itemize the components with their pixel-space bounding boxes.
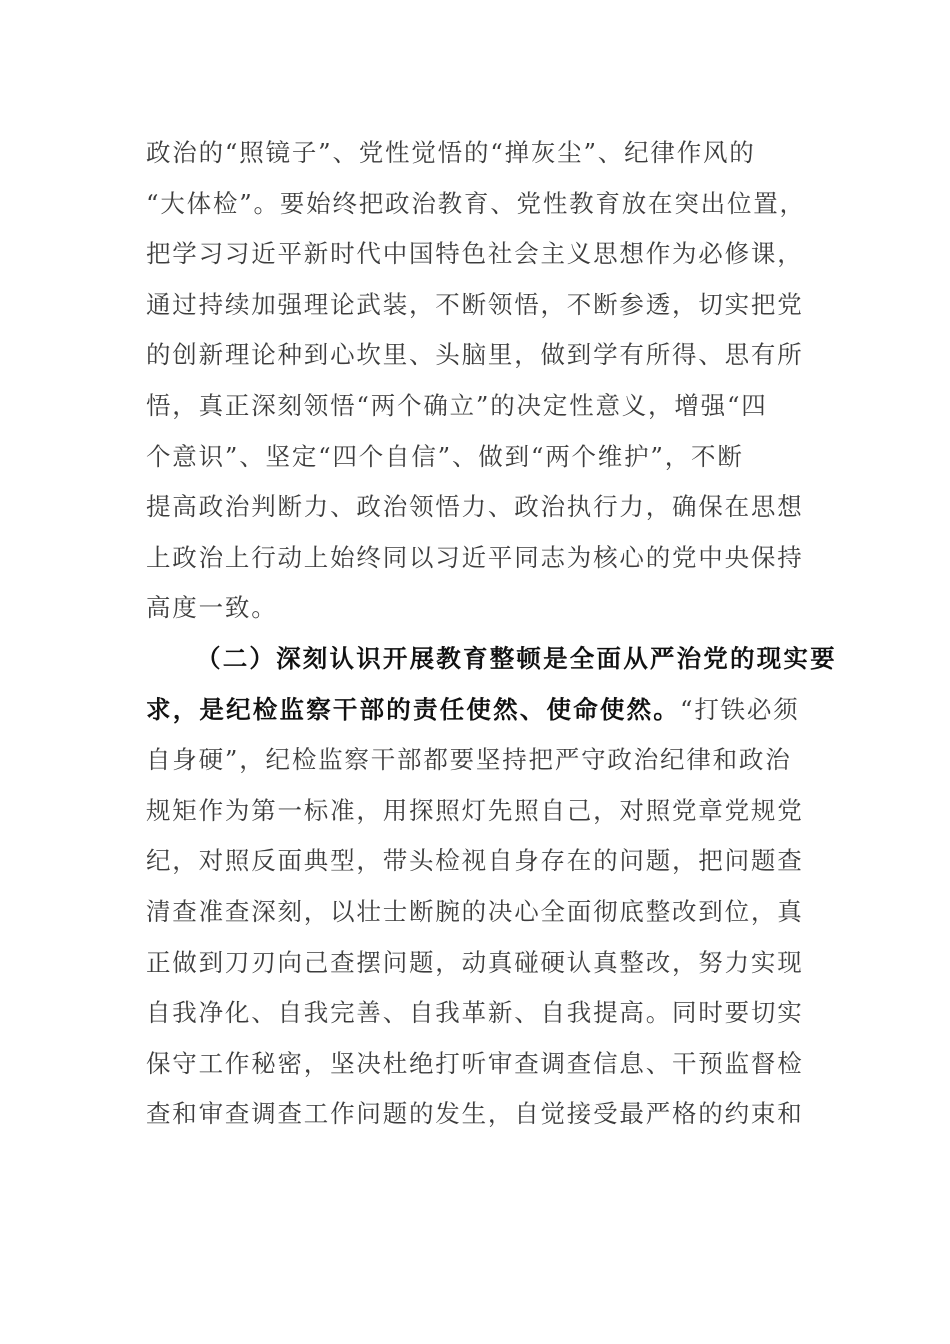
paragraph2-line-2: 规矩作为第一标准，用探照灯先照自己，对照党章党规党 — [146, 795, 804, 825]
paragraph1-line-9: 上政治上行动上始终同以习近平同志为核心的党中央保持 — [146, 542, 804, 572]
section-heading-bold-text: 求，是纪检监察干部的责任使然、使命使然。 — [146, 694, 680, 724]
paragraph2-line-7: 保守工作秘密，坚决杜绝打听审查调查信息、干预监督检 — [146, 1048, 804, 1078]
section-heading-line-2 — [146, 685, 808, 736]
paragraph2-line-6: 自我净化、自我完善、自我革新、自我提高。同时要切实 — [146, 998, 804, 1028]
paragraph2-line-3: 纪，对照反面典型，带头检视自身存在的问题，把问题查 — [146, 846, 804, 876]
paragraph2-line-5: 正做到刀刃向己查摆问题，动真碰硬认真整改，努力实现 — [146, 947, 804, 977]
paragraph1-line-2: “大体检”。要始终把政治教育、党性教育放在突出位置， — [146, 188, 806, 218]
paragraph1-line-7: 个意识”、坚定“四个自信”、做到“两个维护”，不断 — [146, 441, 744, 471]
document-body — [146, 128, 837, 1140]
paragraph1-line-6: 悟，真正深刻领悟“两个确立”的决定性意义，增强“四 — [146, 390, 768, 420]
paragraph2-line-8: 查和审查调查工作问题的发生，自觉接受最严格的约束和 — [146, 1099, 804, 1129]
paragraph1-line-1: 政治的“照镜子”、党性觉悟的“掸灰尘”、纪律作风的 — [146, 138, 756, 167]
paragraph2-line-4: 清查准查深刻，以壮士断腕的决心全面彻底整改到位，真 — [146, 896, 804, 926]
paragraph2-line-1: 自身硬”，纪检监察干部都要坚持把严守政治纪律和政治 — [146, 745, 792, 775]
paragraph1-line-5: 的创新理论种到心坎里、头脑里，做到学有所得、思有所 — [146, 340, 804, 370]
paragraph1-line-10: 高度一致。 — [146, 593, 278, 623]
paragraph1-line-3: 把学习习近平新时代中国特色社会主义思想作为必修课， — [146, 239, 804, 269]
section-heading-rest-text: “打铁必须 — [680, 694, 800, 724]
paragraph1-line-8: 提高政治判断力、政治领悟力、政治执行力，确保在思想 — [146, 492, 804, 522]
section-heading-line-1: （二）深刻认识开展教育整顿是全面从严治党的现实要 — [196, 643, 837, 673]
paragraph1-line-4: 通过持续加强理论武装，不断领悟，不断参透，切实把党 — [146, 289, 804, 319]
